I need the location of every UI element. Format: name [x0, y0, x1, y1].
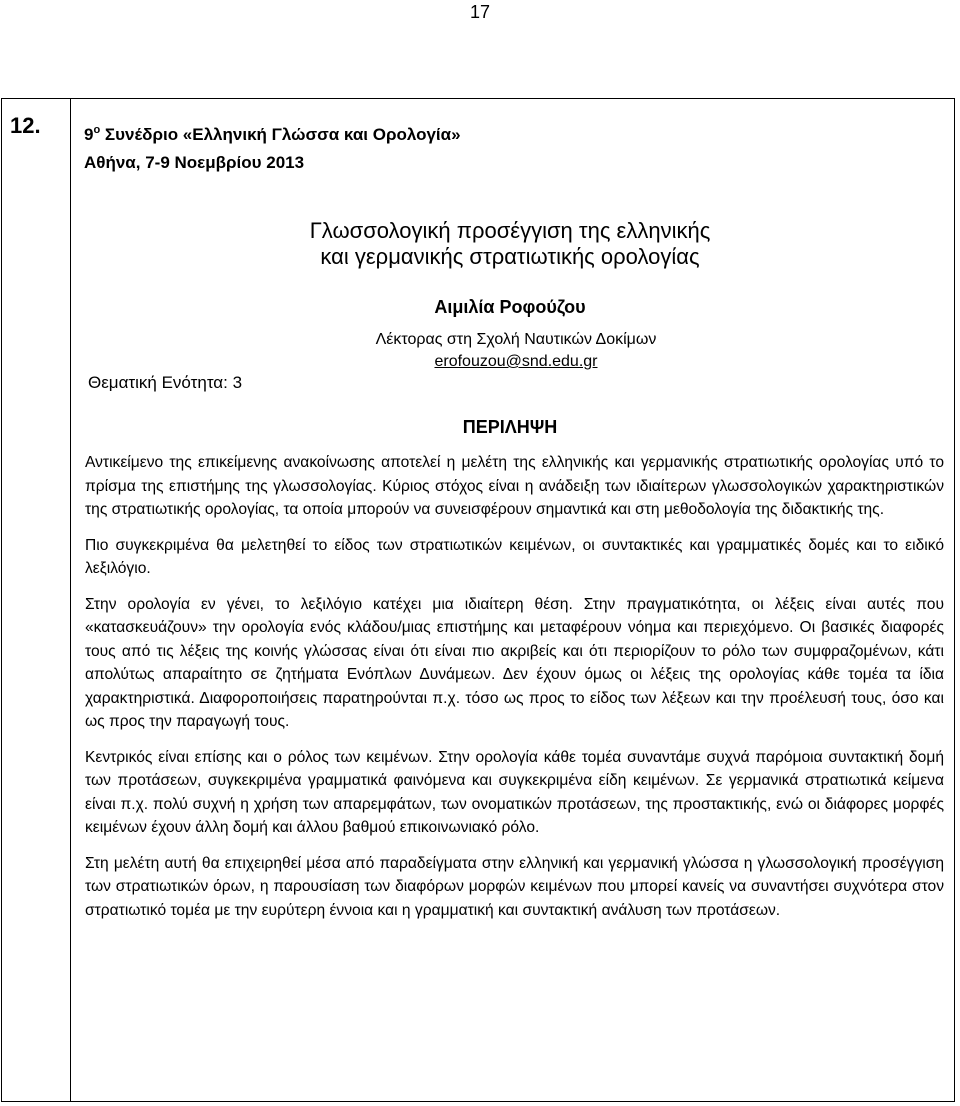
summary-paragraph: Κεντρικός είναι επίσης και ο ρόλος των κειμένων. Στην ορολογία κάθε τομέα συναντάμε συχνά παρόμοια συντακτική δομή των προτάσεων, συγκεκριμένα γραμματικά φαινόμενα και συγκεκριμένα είδη κειμένων. Σε γερμανικά στρατιωτικά κείμενα είναι π.χ. πολύ συχνή η χρήση των απαρεμφάτων, των ονοματικών προτάσεων, της προστακτικής, ενώ οι διάφορες μορφές κειμένων έχουν άλλη δομή και άλλου βαθμού επικοινωνιακό ρόλο.	[85, 748, 944, 836]
conference-place-date: Αθήνα, 7-9 Νοεμβρίου 2013	[84, 153, 305, 172]
summary-paragraph: Στη μελέτη αυτή θα επιχειρηθεί μέσα από παραδείγματα στην ελληνική και γερμανική γλώσσα η γλωσσολογική προσέγγιση των στρατιωτικών όρων, η παρουσίαση των διαφόρων μορφών κειμένων που μπορεί κανείς να συναντήσει συχνότερα στον στρατιωτικό τομέα με την ευρύτερη έννοια και η γραμματική και συντακτική ανάλυση των προτάσεων.	[85, 854, 944, 919]
entry-number: 12.	[10, 113, 41, 138]
author-affiliation: Λέκτορας στη Σχολή Ναυτικών Δοκίμων	[375, 331, 657, 348]
conference-name: Συνέδριο «Ελληνική Γλώσσα και Ορολογία»	[100, 125, 461, 144]
author-name: Αιμιλία Ροφούζου	[434, 297, 586, 317]
author-email-link[interactable]: erofouzou@snd.edu.gr	[434, 353, 598, 370]
paper-title-line-2: και γερμανικής στρατιωτικής ορολογίας	[320, 244, 700, 269]
conference-ordinal: 9	[84, 125, 94, 144]
conference-info	[84, 116, 461, 177]
conference-name-line	[84, 116, 461, 149]
summary-paragraph: Πιο συγκεκριμένα θα μελετηθεί το είδος των στρατιωτικών κειμένων, οι συντακτικές και γραμματικές δομές και το ειδικό λεξιλόγιο.	[85, 536, 944, 577]
paper-title-line-1: Γλωσσολογική προσέγγιση της ελληνικής	[309, 218, 711, 243]
number-column-divider	[70, 98, 71, 1102]
summary-heading: ΠΕΡΙΛΗΨΗ	[462, 417, 558, 437]
paper-title	[270, 218, 750, 270]
summary-paragraph: Στην ορολογία εν γένει, το λεξιλόγιο κατέχει μια ιδιαίτερη θέση. Στην πραγματικότητα, οι λέξεις είναι αυτές που «κατασκευάζουν» την ορολογία ενός κλάδου/μιας επιστήμης και μεταφέρουν νόημα και περιεχόμενο. Οι βασικές διαφορές τους από τις λέξεις της κοινής γλώσσας είναι ότι είναι πιο ακριβείς και ότι περιορίζουν το ρόλο των συμφραζομένων, κάτι απολύτως απαραίτητο σε ζητήματα Ενόπλων Δυνάμεων. Δεν έχουν όμως οι λέξεις της ορολογίας κάθε τομέα τα ίδια χαρακτηριστικά. Διαφοροποιήσεις παρατηρούνται π.χ. τόσο ως προς το είδος των λέξεων και την προέλευσή τους, όσο και ως προς την παραγωγή τους.	[85, 595, 944, 730]
page-number: 17	[469, 2, 491, 22]
summary-paragraph: Αντικείμενο της επικείμενης ανακοίνωσης αποτελεί η μελέτη της ελληνικής και γερμανικής στρατιωτικής ορολογίας υπό το πρίσμα της επιστήμης της γλωσσολογίας. Κύριος στόχος είναι η ανάδειξη των ιδιαίτερων γλωσσολογικών χαρακτηριστικών της στρατιωτικής ορολογίας, τα οποία μπορούν να συνεισφέρουν σημαντικά και στη μεθοδολογία της διδακτικής της.	[85, 454, 944, 518]
summary-body	[85, 451, 944, 934]
theme-label: Θεματική Ενότητα: 3	[88, 373, 243, 392]
conference-ordinal-suffix: ο	[93, 124, 101, 136]
